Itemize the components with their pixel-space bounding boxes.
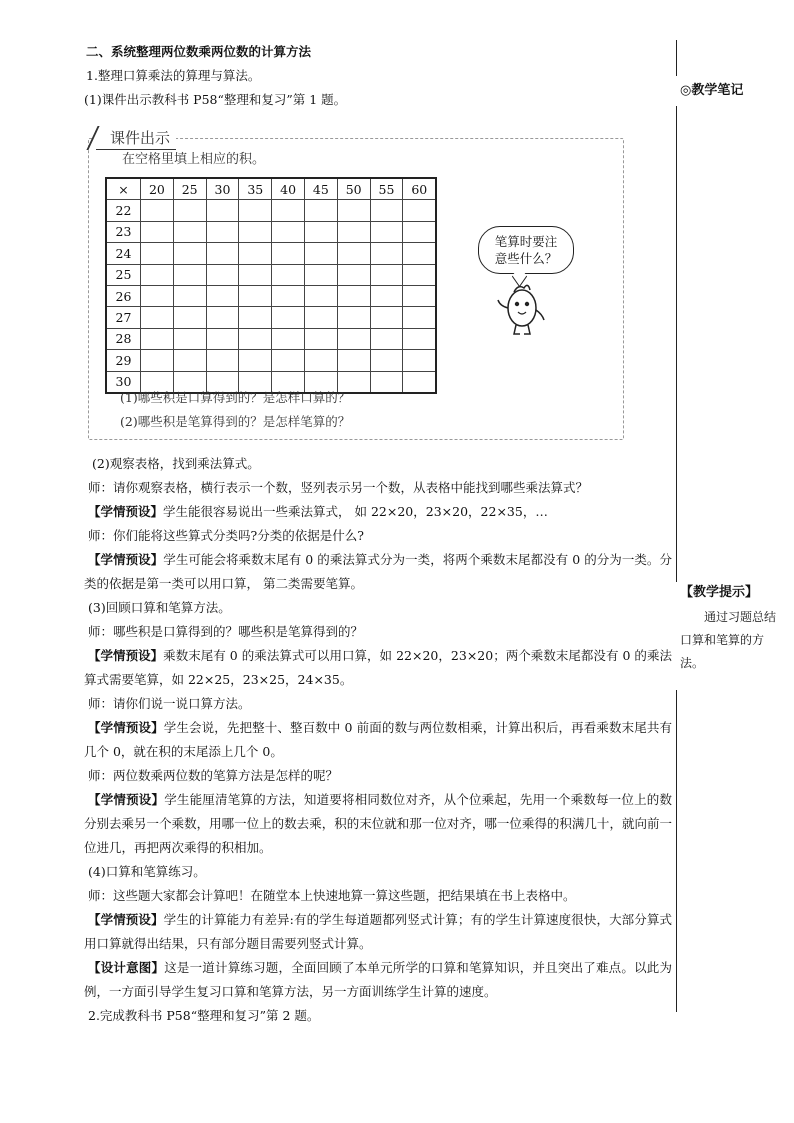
sidebar-divider-middle (676, 106, 677, 582)
teaching-tips-text: 通过习题总结口算和笔算的方法。 (680, 610, 777, 670)
tag-learning-preset: 【学情预设】 (88, 552, 164, 567)
row-label: 22 (106, 200, 141, 221)
table-header-cell: × (106, 178, 141, 200)
table-header-cell: 60 (403, 178, 436, 200)
row-label: 23 (106, 221, 141, 242)
tag-learning-preset: 【学情预设】 (88, 792, 165, 807)
body-line-8: 乘数末尾有 0 的乘法算式可以用口算，如 22×20，23×20；两个乘数末尾都没有 0 的乘法算式需要笔算，如 22×25，23×25，24×35。 (84, 648, 672, 687)
table-row (106, 200, 436, 221)
table-header-cell: 45 (304, 178, 337, 200)
tag-design-intent: 【设计意图】 (88, 960, 165, 975)
teaching-tips-title: 【教学提示】 (680, 585, 759, 600)
question-1: (1)哪些积是口算得到的？是怎样口算的？ (120, 390, 351, 405)
body-line-9: 师：请你们说一说口算方法。 (88, 696, 251, 711)
row-label: 27 (106, 307, 141, 328)
table-row (106, 307, 436, 328)
table-row (106, 221, 436, 242)
table-row (106, 264, 436, 285)
section-title: 二、系统整理两位数乘两位数的计算方法 (86, 44, 312, 59)
body-line-2: 师：请你观察表格，横行表示一个数，竖列表示另一个数，从表格中能找到哪些乘法算式？ (88, 480, 589, 495)
table-header-cell: 25 (173, 178, 206, 200)
tag-learning-preset: 【学情预设】 (88, 504, 164, 519)
table-header-cell: 35 (239, 178, 272, 200)
sidebar-divider-bottom (676, 690, 677, 1012)
table-row (106, 285, 436, 306)
tag-learning-preset: 【学情预设】 (88, 648, 164, 663)
body-line-7: 师：哪些积是口算得到的？哪些积是笔算得到的？ (88, 624, 364, 639)
mascot-illustration (492, 276, 552, 340)
tag-learning-preset: 【学情预设】 (88, 912, 164, 927)
table-row (106, 350, 436, 371)
body-line-4: 师：你们能将这些算式分类吗?分类的依据是什么? (88, 528, 364, 543)
row-label: 30 (106, 371, 141, 393)
paragraph-2: (1)课件出示教科书 P58“整理和复习”第 1 题。 (84, 92, 347, 107)
body-line-11: 师：两位数乘两位数的笔算方法是怎样的呢？ (88, 768, 339, 783)
body-line-5: 学生可能会将乘数末尾有 0 的乘法算式分为一类，将两个乘数末尾都没有 0 的分为一类。分类的依据是第一类可以用口算， 第二类需要笔算。 (84, 552, 672, 591)
sidebar-divider-top (676, 40, 677, 76)
table-row (106, 328, 436, 349)
body-line-10: 学生会说，先把整十、整百数中 0 前面的数与两位数相乘，计算出积后，再看乘数末尾共有几个 0，就在积的末尾添上几个 0。 (84, 720, 672, 759)
teaching-notes-title: ◎教学笔记 (680, 83, 744, 98)
body-line-12: 学生能厘清笔算的方法，知道要将相同数位对齐，从个位乘起，先用一个乘数每一位上的数分别去乘另一个乘数，用哪一位上的数去乘，积的末位就和那一位对齐，哪一位乘得的积满几十，就向前一位进几，再把两次乘得的积相加。 (84, 792, 672, 855)
bubble-line-1: 笔算时要注 (494, 234, 558, 249)
table-header-cell: 55 (370, 178, 403, 200)
exercise-title (92, 124, 176, 152)
exercise-instruction: 在空格里填上相应的积。 (122, 152, 266, 167)
row-label: 28 (106, 328, 141, 349)
table-header-row (106, 178, 436, 200)
table-header-cell: 40 (272, 178, 305, 200)
body-line-13: (4)口算和笔算练习。 (88, 864, 206, 879)
exercise-title-text: 课件出示 (110, 129, 171, 147)
row-label: 26 (106, 285, 141, 306)
main-content (84, 40, 672, 112)
body-line-16: 这是一道计算练习题，全面回顾了本单元所学的口算和笔算知识，并且突出了难点。以此为例，一方面引导学生复习口算和笔算方法，另一方面训练学生计算的速度。 (84, 960, 672, 999)
row-label: 25 (106, 264, 141, 285)
paragraph-1: 1.整理口算乘法的算理与算法。 (86, 68, 261, 83)
body-line-15: 学生的计算能力有差异:有的学生每道题都列竖式计算；有的学生计算速度很快，大部分算式用口算就得出结果，只有部分题目需要列竖式计算。 (84, 912, 672, 951)
body-line-1: (2)观察表格，找到乘法算式。 (92, 456, 260, 471)
body-line-17: 2.完成教科书 P58“整理和复习”第 2 题。 (88, 1008, 320, 1023)
row-label: 24 (106, 243, 141, 264)
body-text (84, 452, 672, 1028)
speech-bubble (478, 226, 574, 274)
multiplication-table (105, 177, 437, 394)
row-label: 29 (106, 350, 141, 371)
question-2: (2)哪些积是笔算得到的？是怎样笔算的？ (120, 414, 351, 429)
table-header-cell: 50 (337, 178, 370, 200)
table-header-cell: 20 (141, 178, 174, 200)
body-line-14: 师：这些题大家都会计算吧！在随堂本上快速地算一算这些题，把结果填在书上表格中。 (88, 888, 576, 903)
table-header-cell: 30 (206, 178, 239, 200)
body-line-3: 学生能很容易说出一些乘法算式， 如 22×20，23×20，22×35，… (163, 504, 548, 519)
table-row (106, 243, 436, 264)
body-line-6: (3)回顾口算和笔算方法。 (88, 600, 231, 615)
bubble-line-2: 意些什么？ (494, 251, 558, 266)
tag-learning-preset: 【学情预设】 (88, 720, 164, 735)
